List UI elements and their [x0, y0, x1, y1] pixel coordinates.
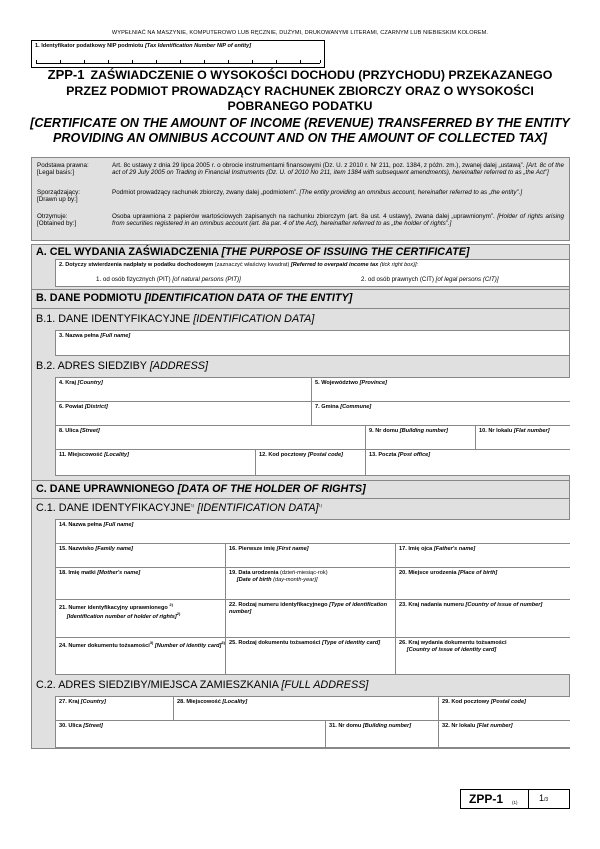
obtained-en: [Holder of rights arising from securities registered in an omnibus account (art. 8a par. 4 of the Act), hereinafter referred to as „the holder of rights”.]: [112, 213, 565, 228]
field-29-postal-code[interactable]: 29. Kod pocztowy [Postal code]: [439, 697, 570, 721]
nip-tick: [60, 60, 61, 63]
nip-tick: [156, 60, 157, 63]
drawn-up-key: Sporządzający:: [37, 189, 81, 196]
nip-field[interactable]: [31, 40, 325, 68]
field-25-id-card-type[interactable]: 25. Rodzaj dokumentu tożsamości [Type of identity card]: [226, 638, 396, 674]
legal-basis-key: Podstawa prawna:: [37, 162, 89, 169]
legal-basis-pl: Art. 8c ustawy z dnia 29 lipca 2005 r. o obrocie instrumentami finansowymi (Dz. U. z 2010 r. Nr 211, poz. 1384, z późn. zm.), zwanej dalej „ustawą”.: [112, 162, 525, 169]
section-c2-heading: C.2. ADRES SIEDZIBY/MIEJSCA ZAMIESZKANIA [FULL ADDRESS]: [36, 679, 369, 691]
title-en-line1: [CERTIFICATE ON THE AMOUNT OF INCOME (REVENUE) TRANSFERRED BY THE ENTITY: [30, 115, 570, 130]
field-2-tax-type: 2. Dotyczy stwierdzenia nadpłaty w podatku dochodowym (zaznaczyć właściwy kwadrat) [Referred to overpaid income tax (tick right box)]: 1. od osób fizycznych (PIT) [of natural persons (PIT)] 2. od osób prawnych (CIT) [of legal persons (CIT)]: [55, 259, 570, 287]
divider: [31, 480, 570, 481]
nip-tick: [36, 60, 37, 63]
field-30-street[interactable]: 30. Ulica [Street]: [56, 721, 326, 747]
nip-tick: [252, 60, 253, 63]
field-10-flat-number[interactable]: 10. Nr lokalu [Flat number]: [476, 426, 570, 450]
field-14-full-name[interactable]: 14. Nazwa pełna [Full name]: [56, 520, 570, 544]
field-9-building-number[interactable]: 9. Nr domu [Building number]: [366, 426, 476, 450]
section-c-heading: C. DANE UPRAWNIONEGO [DATA OF THE HOLDER OF RIGHTS]: [36, 483, 366, 495]
holder-grid-c1: [55, 519, 570, 675]
nip-tick: [300, 60, 301, 63]
nip-tick: [132, 60, 133, 63]
title-pl-line3: POBRANEGO PODATKU: [227, 99, 373, 113]
address-grid-c2: [55, 696, 570, 748]
field-4-country[interactable]: 4. Kraj [Country]: [56, 378, 312, 402]
title-pl-line2: PRZEZ PODMIOT PROWADZĄCY RACHUNEK ZBIORCZY ORAZ O WYSOKOŚCI: [66, 83, 534, 98]
field-31-building-number[interactable]: 31. Nr domu [Building number]: [326, 721, 439, 747]
field-15-family-name[interactable]: 15. Nazwisko [Family name]: [56, 544, 226, 568]
field-16-first-name[interactable]: 16. Pierwsze imię [First name]: [226, 544, 396, 568]
nip-tick: [204, 60, 205, 63]
section-b2-heading: B.2. ADRES SIEDZIBY [ADDRESS]: [36, 360, 209, 372]
divider: [31, 289, 570, 290]
nip-tick: [228, 60, 229, 63]
field-21-holder-id-number[interactable]: 21. Numer identyfikacyjny uprawnionego $^{2)}$ [Identification number of holder of rights]$^{2)}$: [56, 600, 226, 638]
field-11-locality[interactable]: 11. Miejscowość [Locality]: [56, 450, 256, 475]
option-cit[interactable]: 2. od osób prawnych (CIT) [of legal persons (CIT)]: [361, 276, 499, 283]
divider: [31, 308, 570, 309]
field-20-place-of-birth[interactable]: 20. Miejsce urodzenia [Place of birth]: [396, 568, 570, 600]
legal-info-box: [31, 157, 570, 241]
drawn-up-en: [The entity providing an omnibus account, hereinafter referred to as „the entity”.]: [299, 189, 523, 196]
field-26-id-card-issue-country[interactable]: 26. Kraj wydania dokumentu tożsamości [Country of issue of identity card]: [396, 638, 570, 674]
field-23-number-issue-country[interactable]: 23. Kraj nadania numeru [Country of issue of number]: [396, 600, 570, 638]
form-title: [20, 67, 580, 147]
section-b-heading: B. DANE PODMIOTU [IDENTIFICATION DATA OF THE ENTITY]: [36, 292, 353, 304]
field-17-father-name[interactable]: 17. Imię ojca [Father's name]: [396, 544, 570, 568]
nip-tick: [84, 60, 85, 63]
field-5-province[interactable]: 5. Województwo [Province]: [312, 378, 570, 402]
nip-label: 1. Identyfikator podatkowy NIP podmiotu: [35, 43, 144, 49]
nip-label-en: [Tax Identification Number NIP of entity]: [144, 43, 252, 49]
field-24-id-card-number[interactable]: 24. Numer dokumentu tożsamości$^{3)}$ [Number of identity card]$^{3)}$: [56, 638, 226, 674]
field-3-full-name[interactable]: 3. Nazwa pełna [Full name]: [55, 330, 570, 356]
field-32-flat-number[interactable]: 32. Nr lokalu [Flat number]: [439, 721, 570, 747]
obtained-pl: Osoba uprawniona z papierów wartościowych zapisanych na rachunku zbiorczym (art. 8a ust. 4 ustawy), zwana dalej „uprawnionym”.: [112, 213, 495, 220]
form-code: ZPP-1: [47, 67, 85, 82]
option-pit[interactable]: 1. od osób fizycznych (PIT) [of natural persons (PIT)]: [96, 276, 241, 283]
obtained-key: Otrzymuje:: [37, 213, 68, 220]
footer-form-code: ZPP-1: [469, 792, 504, 806]
field-22-id-number-type[interactable]: 22. Rodzaj numeru identyfikacyjnego [Type of identification number]: [226, 600, 396, 638]
field-12-postal-code[interactable]: 12. Kod pocztowy [Postal code]: [256, 450, 366, 475]
nip-tick: [180, 60, 181, 63]
field-18-mother-name[interactable]: 18. Imię matki [Mother's name]: [56, 568, 226, 600]
nip-tick: [276, 60, 277, 63]
legal-basis-key-en: [Legal basis:]: [37, 169, 75, 177]
field-6-district[interactable]: 6. Powiat [District]: [56, 402, 312, 426]
section-b1-heading: B.1. DANE IDENTYFIKACYJNE [IDENTIFICATION DATA]: [36, 313, 315, 325]
field-13-post-office[interactable]: 13. Poczta [Post office]: [366, 450, 570, 475]
nip-input-ticks: [36, 60, 320, 64]
title-en-line2: PROVIDING AN OMNIBUS ACCOUNT AND ON THE AMOUNT OF COLLECTED TAX]: [53, 131, 547, 145]
nip-tick: [108, 60, 109, 63]
section-c1-heading: C.1. DANE IDENTYFIKACYJNE$^{1)}$ [IDENTIFICATION DATA]$^{1)}$: [36, 502, 323, 514]
top-instruction: WYPEŁNIAĆ NA MASZYNIE, KOMPUTEROWO LUB RĘCZNIE, DUŻYMI, DRUKOWANYMI LITERAMI, CZARNYM LUB NIEBIESKIM KOLOREM.: [111, 30, 489, 36]
footer-version: (1): [512, 800, 518, 805]
drawn-up-pl: Podmiot prowadzący rachunek zbiorczy, zwany dalej „podmiotem”.: [112, 189, 298, 196]
obtained-key-en: [Obtained by:]: [37, 220, 77, 228]
title-pl-line1: ZAŚWIADCZENIE O WYSOKOŚCI DOCHODU (PRZYCHODU) PRZEKAZANEGO: [90, 68, 553, 82]
footer-page-box: [460, 789, 570, 809]
drawn-up-key-en: [Drawn up by:]: [37, 196, 78, 204]
field-8-street[interactable]: 8. Ulica [Street]: [56, 426, 366, 450]
footer-page-number: 1/3: [539, 793, 549, 803]
field-27-country[interactable]: 27. Kraj [Country]: [56, 697, 174, 721]
field-19-date-of-birth[interactable]: 19. Data urodzenia (dzień-miesiąc-rok) [Date of birth (day-month-year)]: [226, 568, 396, 600]
field-7-commune[interactable]: 7. Gmina [Commune]: [312, 402, 570, 426]
nip-tick: [320, 60, 321, 63]
divider: [31, 498, 570, 499]
section-a-heading: A. CEL WYDANIA ZAŚWIADCZENIA [THE PURPOSE OF ISSUING THE CERTIFICATE]: [36, 246, 470, 258]
field-28-locality[interactable]: 28. Miejscowość [Locality]: [174, 697, 439, 721]
legal-basis-en: [Art. 8c of the act of 29 July 2005 on Trading in Financial Instruments (Dz. U. of 2010 No 211, item 1384 with subsequent amendments), hereinafter referred to as „the Act”]: [112, 162, 564, 177]
address-grid-b2: [55, 377, 570, 476]
